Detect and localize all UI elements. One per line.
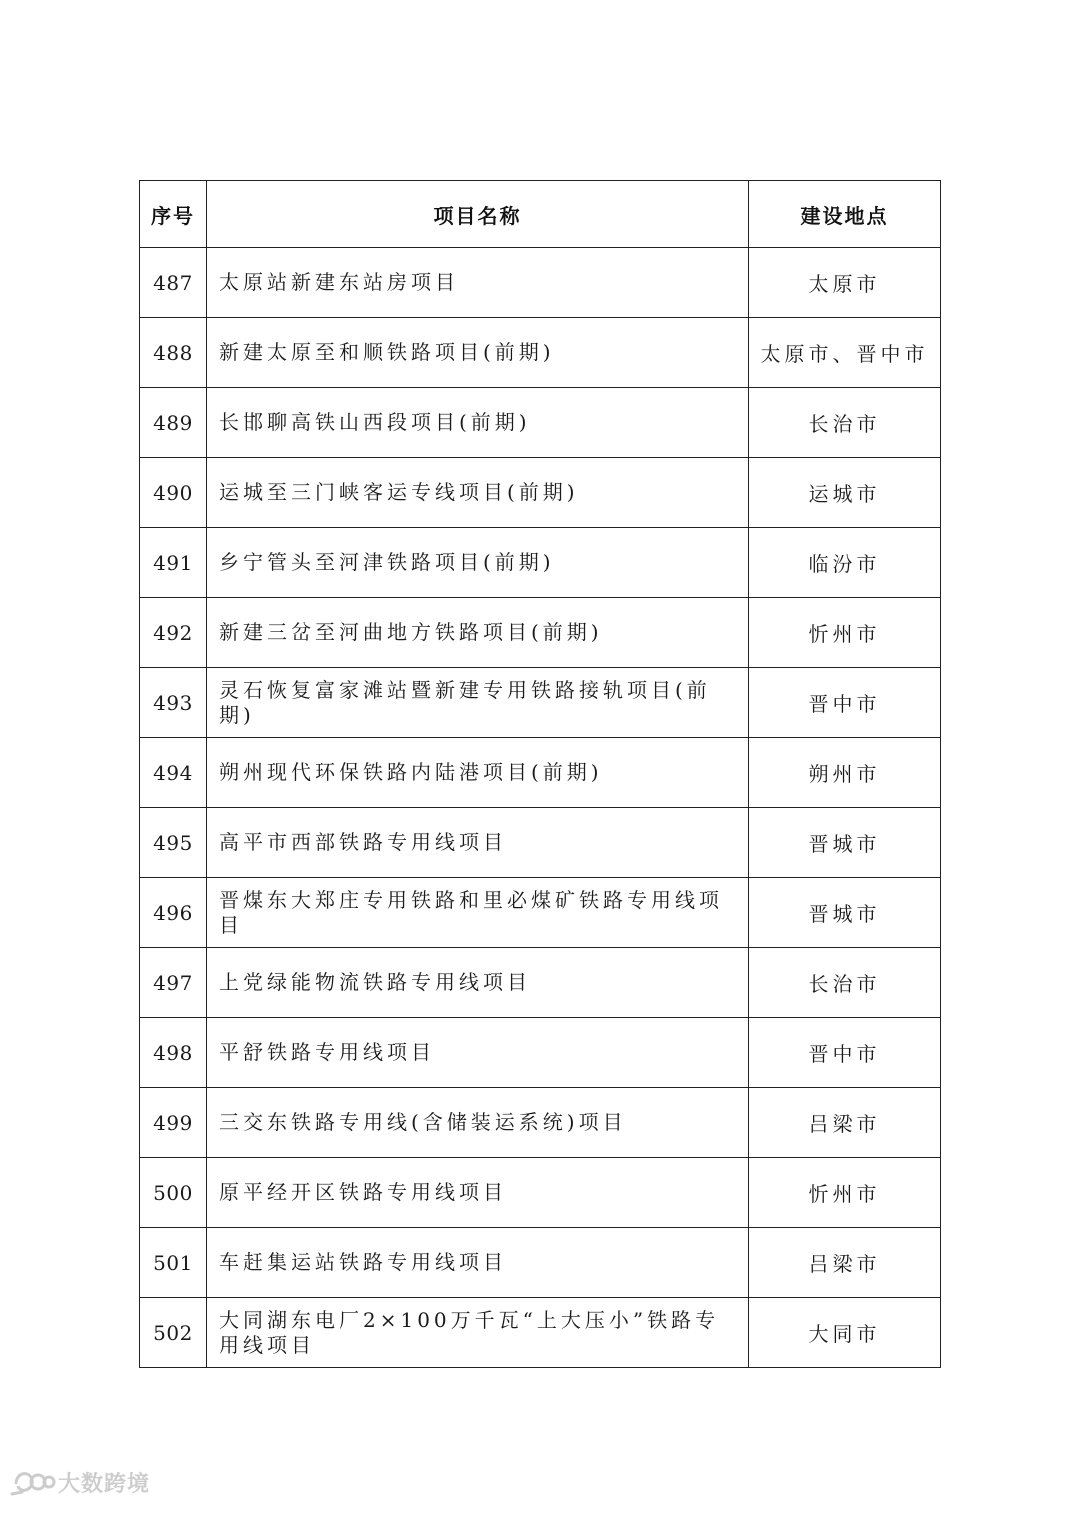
table-row <box>140 878 941 948</box>
project-name-cell: 新建三岔至河曲地方铁路项目(前期) <box>207 598 749 668</box>
location-cell: 大同市 <box>749 1298 941 1368</box>
serial-number-cell: 495 <box>140 808 207 878</box>
table-row <box>140 668 941 738</box>
table-row <box>140 388 941 458</box>
project-name-cell: 高平市西部铁路专用线项目 <box>207 808 749 878</box>
header-serial-number: 序号 <box>140 181 207 248</box>
location-cell: 长治市 <box>749 948 941 1018</box>
location-cell: 晋城市 <box>749 808 941 878</box>
table-row <box>140 808 941 878</box>
table-row <box>140 598 941 668</box>
serial-number-cell: 494 <box>140 738 207 808</box>
project-name-cell: 乡宁管头至河津铁路项目(前期) <box>207 528 749 598</box>
project-name-cell: 车赶集运站铁路专用线项目 <box>207 1228 749 1298</box>
serial-number-cell: 501 <box>140 1228 207 1298</box>
location-cell: 运城市 <box>749 458 941 528</box>
project-name-cell: 新建太原至和顺铁路项目(前期) <box>207 318 749 388</box>
serial-number-cell: 499 <box>140 1088 207 1158</box>
serial-number-cell: 493 <box>140 668 207 738</box>
project-name-cell: 太原站新建东站房项目 <box>207 248 749 318</box>
project-name-cell: 上党绿能物流铁路专用线项目 <box>207 948 749 1018</box>
location-cell: 晋中市 <box>749 668 941 738</box>
serial-number-cell: 496 <box>140 878 207 948</box>
location-cell: 忻州市 <box>749 598 941 668</box>
table-row <box>140 1228 941 1298</box>
header-project-name: 项目名称 <box>207 181 749 248</box>
serial-number-cell: 497 <box>140 948 207 1018</box>
table-row <box>140 318 941 388</box>
table-row <box>140 1298 941 1368</box>
location-cell: 朔州市 <box>749 738 941 808</box>
project-name-cell: 朔州现代环保铁路内陆港项目(前期) <box>207 738 749 808</box>
location-cell: 晋中市 <box>749 1018 941 1088</box>
project-name-cell: 原平经开区铁路专用线项目 <box>207 1158 749 1228</box>
brand-logo-icon <box>8 1464 56 1500</box>
serial-number-cell: 500 <box>140 1158 207 1228</box>
serial-number-cell: 498 <box>140 1018 207 1088</box>
location-cell: 吕梁市 <box>749 1088 941 1158</box>
serial-number-cell: 488 <box>140 318 207 388</box>
project-name-cell: 大同湖东电厂2×100万千瓦“上大压小”铁路专用线项目 <box>207 1298 749 1368</box>
table-row <box>140 1158 941 1228</box>
project-name-cell: 晋煤东大郑庄专用铁路和里必煤矿铁路专用线项目 <box>207 878 749 948</box>
table-row <box>140 738 941 808</box>
project-name-cell: 平舒铁路专用线项目 <box>207 1018 749 1088</box>
watermark <box>8 1462 150 1502</box>
project-name-cell: 三交东铁路专用线(含储装运系统)项目 <box>207 1088 749 1158</box>
project-name-cell: 运城至三门峡客运专线项目(前期) <box>207 458 749 528</box>
serial-number-cell: 492 <box>140 598 207 668</box>
location-cell: 晋城市 <box>749 878 941 948</box>
serial-number-cell: 502 <box>140 1298 207 1368</box>
table-row <box>140 458 941 528</box>
project-name-cell: 灵石恢复富家滩站暨新建专用铁路接轨项目(前期) <box>207 668 749 738</box>
watermark-text: 大数跨境 <box>58 1471 151 1497</box>
project-name-cell: 长邯聊高铁山西段项目(前期) <box>207 388 749 458</box>
location-cell: 临汾市 <box>749 528 941 598</box>
location-cell: 太原市 <box>749 248 941 318</box>
table-body <box>140 248 941 1368</box>
table-row <box>140 1088 941 1158</box>
serial-number-cell: 487 <box>140 248 207 318</box>
serial-number-cell: 489 <box>140 388 207 458</box>
location-cell: 忻州市 <box>749 1158 941 1228</box>
header-location: 建设地点 <box>749 181 941 248</box>
table-row <box>140 528 941 598</box>
table-row <box>140 948 941 1018</box>
table-row <box>140 1018 941 1088</box>
serial-number-cell: 491 <box>140 528 207 598</box>
serial-number-cell: 490 <box>140 458 207 528</box>
table-row <box>140 248 941 318</box>
location-cell: 太原市、晋中市 <box>749 318 941 388</box>
table-header-row <box>140 181 941 248</box>
location-cell: 吕梁市 <box>749 1228 941 1298</box>
location-cell: 长治市 <box>749 388 941 458</box>
project-table <box>139 180 941 1368</box>
